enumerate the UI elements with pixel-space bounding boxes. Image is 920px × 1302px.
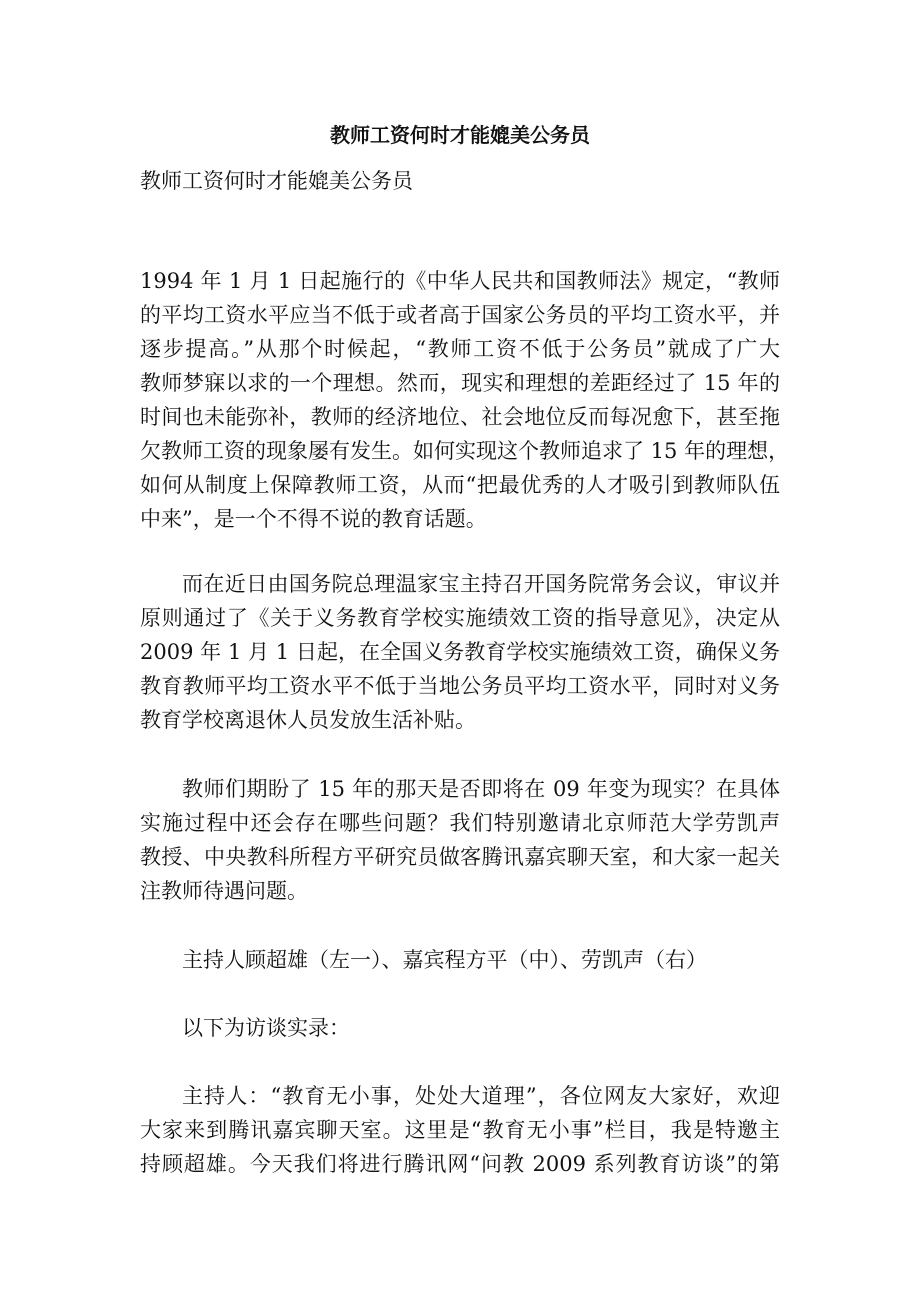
paragraph-line: 中来”，是一个不得不说的教育话题。 (140, 507, 487, 531)
paragraph-line: 持顾超雄。今天我们将进行腾讯网“问教 2009 系列教育访谈”的第 (140, 1152, 780, 1176)
paragraph-line: 主持人顾超雄（左一）、嘉宾程方平（中）、劳凯声（右） (182, 948, 707, 972)
paragraph-1 (140, 264, 790, 536)
paragraph-line: 教师们期盼了 15 年的那天是否即将在 09 年变为现实？在具体 (182, 777, 780, 801)
paragraph-line: 教育教师平均工资水平不低于当地公务员平均工资水平，同时对义务 (140, 674, 780, 698)
paragraph-line: 2009 年 1 月 1 日起，在全国义务教育学校实施绩效工资，确保义务 (140, 640, 780, 664)
paragraph-line: 注教师待遇问题。 (140, 879, 308, 903)
paragraph-line: 逐步提高。”从那个时候起，“教师工资不低于公务员”就成了广大 (140, 337, 780, 361)
paragraph-line: 原则通过了《关于义务教育学校实施绩效工资的指导意见》，决定从 (140, 606, 780, 630)
photo-caption (140, 943, 780, 977)
paragraph-line: 以下为访谈实录： (182, 1016, 350, 1040)
paragraph-line: 欠教师工资的现象屡有发生。如何实现这个教师追求了 15 年的理想， (140, 439, 790, 463)
paragraph-line: 教育学校离退休人员发放生活补贴。 (140, 708, 476, 732)
document-subtitle: 教师工资何时才能媲美公务员 (140, 169, 413, 193)
paragraph-line: 时间也未能弥补，教师的经济地位、社会地位反而每况愈下，甚至拖 (140, 405, 780, 429)
paragraph-line: 实施过程中还会存在哪些问题？我们特别邀请北京师范大学劳凯声 (140, 811, 780, 835)
paragraph-line: 教授、中央教科所程方平研究员做客腾讯嘉宾聊天室，和大家一起关 (140, 845, 780, 869)
paragraph-2 (140, 567, 780, 737)
paragraph-line: 1994 年 1 月 1 日起施行的《中华人民共和国教师法》规定，“教师 (140, 269, 780, 293)
paragraph-line: 的平均工资水平应当不低于或者高于国家公务员的平均工资水平，并 (140, 303, 780, 327)
paragraph-3 (140, 772, 780, 908)
paragraph-line: 而在近日由国务院总理温家宝主持召开国务院常务会议，审议并 (182, 572, 780, 596)
paragraph-line: 如何从制度上保障教师工资，从而“把最优秀的人才吸引到教师队伍 (140, 473, 780, 497)
paragraph-line: 大家来到腾讯嘉宾聊天室。这里是“教育无小事”栏目，我是特邀主 (140, 1118, 780, 1142)
paragraph-6 (140, 1079, 780, 1181)
paragraph-line: 主持人：“教育无小事，处处大道理”，各位网友大家好，欢迎 (182, 1084, 780, 1108)
paragraph-5 (140, 1011, 780, 1045)
paragraph-line: 教师梦寐以求的一个理想。然而，现实和理想的差距经过了 15 年的 (140, 371, 780, 395)
document-title: 教师工资何时才能媲美公务员 (330, 123, 590, 147)
